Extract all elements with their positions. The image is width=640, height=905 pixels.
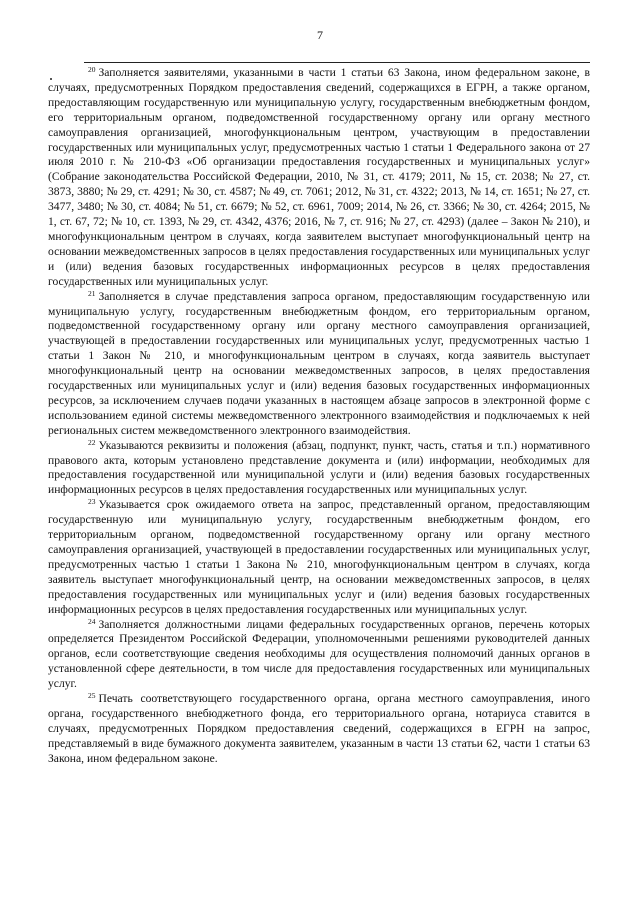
page-number: 7 bbox=[317, 28, 323, 42]
footnote-text: Заполняется в случае представления запроса органом, предоставляющим государственную или муниципальную услугу, государственным внебюджетным фондом, его территориальным органом, подведомственной государственному органу или органу местного самоуправления организацией, участвующей в предоставлении государственных или муниципальных услуг, предусмотренных частью 1 статьи 1 Закон № 210, и многофункциональным центром в случаях, когда заявитель выступает многофункциональный центр на основании межведомственных запросов, в целях предоставления государственных или муниципальных услуг и (или) ведения базовых государственных информационных ресурсов, за исключением случаев подачи указанных в настоящем абзаце запросов в электронной форме с использованием единой системы межведомственного электронного взаимодействия и подключаемых к ней региональных систем межведомственного электронного взаимодействия. bbox=[48, 289, 590, 437]
footnote-25 bbox=[48, 692, 590, 767]
footnote-number: 22 bbox=[88, 437, 96, 447]
footnote-20 bbox=[48, 66, 590, 290]
footnote-text: Заполняется заявителями, указанными в части 1 статьи 63 Закона, ином федеральном законе, в случаях, предусмотренных Порядком предоставления сведений, содержащихся в ЕГРН, а также органом, предоставляющим государственную или муниципальную услугу, государственным внебюджетным фондом, его территориальным органом, подведомственной государственному органу или органу местного самоуправления организацией, многофункциональным центром, участвующим в предоставлении государственных или муниципальных услуг, предусмотренных частью 1 статьи 1 Федерального закона от 27 июля 2010 г. № 210-ФЗ «Об организации предоставления государственных и муниципальных услуг» (Собрание законодательства Российской Федерации, 2010, № 31, ст. 4179; 2011, № 15, ст. 2038; № 27, ст. 3873, 3880; № 29, ст. 4291; № 30, ст. 4587; № 49, ст. 7061; 2012, № 31, ст. 4322; 2013, № 14, ст. 1651; № 27, ст. 3477, 3480; № 30, ст. 4084; № 51, ст. 6679; № 52, ст. 6961, 7009; 2014, № 26, ст. 3366; № 30, ст. 4264; 2015, № 1, ст. 67, 72; № 10, ст. 1393, № 29, ст. 4342, 4376; 2016, № 7, ст. 916; № 27, ст. 4293) (далее – Закон № 210), и многофункциональным центром в случаях, когда заявителем выступает многофункциональный центр на основании межведомственных запросов в целях предоставления государственных или муниципальных услуг и (или) ведения базовых государственных информационных ресурсов в целях предоставления государственных или муниципальных услуг. bbox=[48, 66, 590, 288]
footnote-number: 25 bbox=[88, 691, 96, 701]
footnote-text: Указываются реквизиты и положения (абзац, подпункт, пункт, часть, статья и т.п.) нормативного правового акта, которым установлено представление документа и (или) информации, необходимых для предоставления государственной или муниципальной услуги и (или) ведения базовых государственных информационных ресурсов в целях предоставления государственных или муниципальных услуг. bbox=[48, 438, 590, 497]
footnote-24 bbox=[48, 618, 590, 693]
footnote-text: Указывается срок ожидаемого ответа на запрос, представленный органом, предоставляющим государственную или муниципальную услугу, государственным внебюджетным фондом, его территориальным органом, подведомственной государственному органу или органу местного самоуправления организацией, участвующей в предоставлении государственных или муниципальных услуг, предусмотренных частью 1 статьи 1 Закона № 210, многофункциональным центром в случаях, когда заявитель выступает многофункциональный центр, на основании межведомственных запросов, в целях предоставления государственных или муниципальных услуг и (или) ведения базовых государственных информационных ресурсов в целях предоставления государственных или муниципальных услуг. bbox=[48, 498, 590, 616]
footnote-number: 24 bbox=[88, 616, 96, 626]
footnote-separator bbox=[84, 62, 590, 63]
footnote-21 bbox=[48, 290, 590, 439]
footnote-23 bbox=[48, 498, 590, 617]
footnote-text: Печать соответствующего государственного органа, органа местного самоуправления, иного органа, государственного внебюджетного фонда, его территориального органа, нотариуса ставится в случаях, предусмотренных Порядком предоставления сведений, содержащихся в ЕГРН на запрос, представляемый в виде бумажного документа заявителем, указанным в части 13 статьи 62, части 1 статьи 63 Закона, ином федеральном законе. bbox=[48, 692, 590, 765]
footnote-number: 23 bbox=[88, 497, 96, 507]
footnote-text: Заполняется должностными лицами федеральных государственных органов, перечень которых определяется Президентом Российской Федерации, уполномоченными решениями руководителей данных органов, если соответствующие сведения необходимы для осуществления полномочий данных органов в установленной сфере деятельности, в том числе для предоставления государственных или муниципальных услуг. bbox=[48, 617, 590, 691]
footnote-number: 21 bbox=[88, 288, 96, 298]
footnotes bbox=[48, 66, 590, 767]
footnote-22 bbox=[48, 439, 590, 499]
footnote-number: 20 bbox=[88, 65, 96, 74]
